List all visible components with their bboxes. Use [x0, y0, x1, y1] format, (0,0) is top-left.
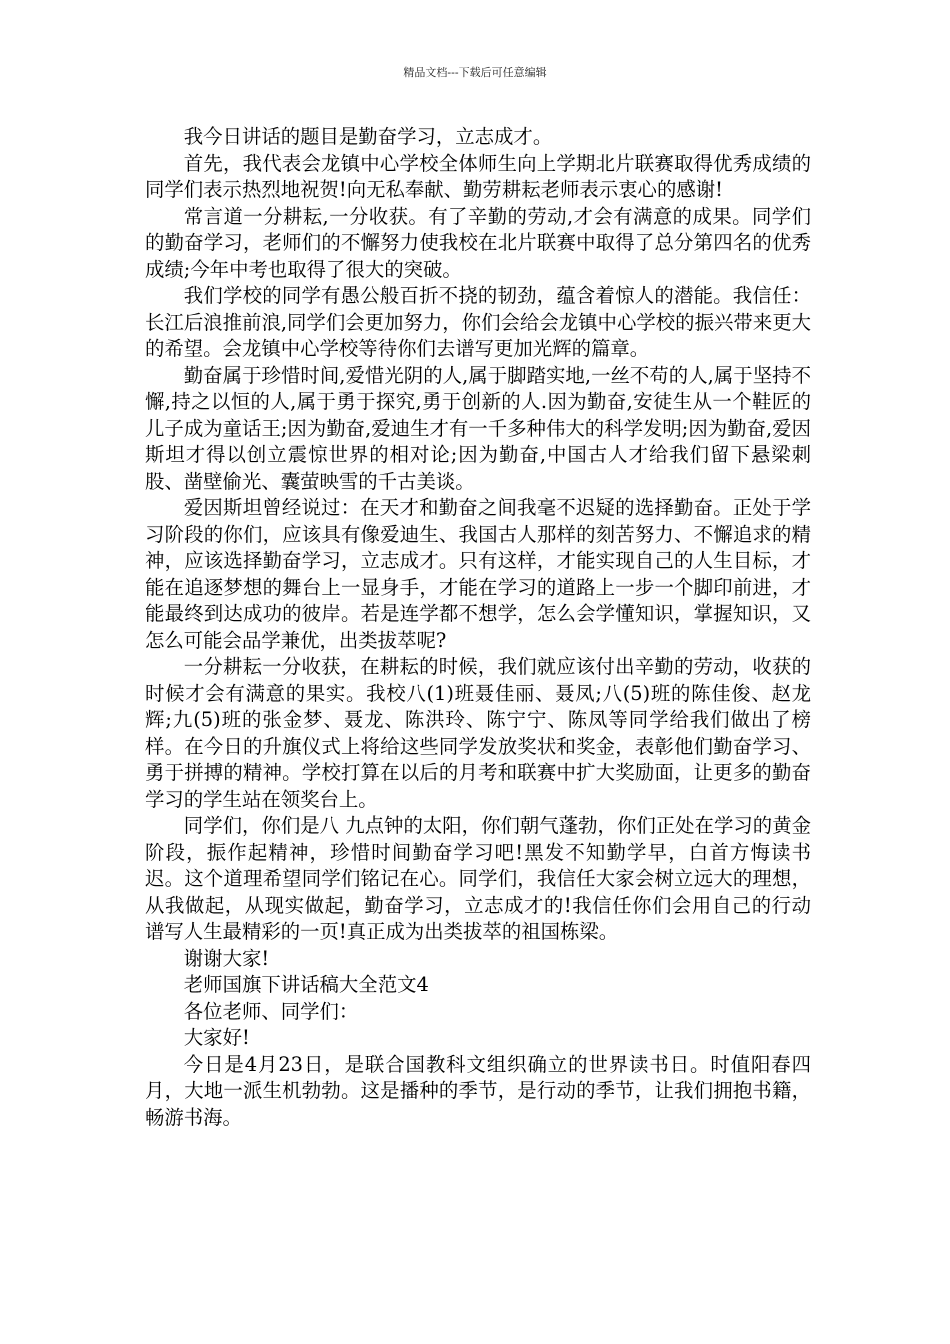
- paragraph-section-title: 老师国旗下讲话稿大全范文4: [183, 973, 429, 996]
- paragraph-role-models: 一分耕耘一分收获，在耕耘的时候，我们就应该付出辛勤的劳动，收获的时候才会有满意的果实。我校八(1)班聂佳丽、聂凤;八(5)班的陈佳俊、赵龙辉;九(5)班的张金梦、聂龙、陈洪玲、陈宁宁、陈凤等同学给我们做出了榜样。在今日的升旗仪式上将给这些同学发放奖状和奖金，表彰他们勤奋学习、勇于拼搏的精神。学校打算在以后的月考和联赛中扩大奖励面，让更多的勤奋学习的学生站在领奖台上。: [145, 655, 811, 811]
- paragraph-congratulations: 首先，我代表会龙镇中心学校全体师生向上学期北片联赛取得优秀成绩的同学们表示热烈地祝贺!向无私奉献、勤劳耕耘老师表示衷心的感谢!: [145, 151, 811, 201]
- paragraph-salutation: 各位老师、同学们：: [183, 999, 359, 1023]
- paragraph-diligence-examples: 勤奋属于珍惜时间,爱惜光阴的人,属于脚踏实地,一丝不苟的人,属于坚持不懈,持之以恒的人,属于勇于探究,勇于创新的人.因为勤奋,安徒生从一个鞋匠的儿子成为童话王;因为勤奋,爱迪生才有一千多种伟大的科学发明;因为勤奋,爱因斯坦才得以创立震惊世界的相对论;因为勤奋,中国古人才给我们留下悬梁刺股、凿壁偷光、囊萤映雪的千古美谈。: [145, 363, 811, 493]
- paragraph-world-book-day: 今日是4月23日，是联合国教科文组织确立的世界读书日。时值阳春四月，大地一派生机勃勃。这是播种的季节，是行动的季节，让我们拥抱书籍，畅游书海。: [145, 1052, 811, 1129]
- paragraph-thanks: 谢谢大家!: [183, 946, 270, 970]
- paragraph-greeting: 大家好!: [183, 1026, 250, 1049]
- paragraph-potential: 我们学校的同学有愚公般百折不挠的韧劲，蕴含着惊人的潜能。我信任：长江后浪推前浪,同学们会更加努力，你们会给会龙镇中心学校的振兴带来更大的希望。会龙镇中心学校等待你们去谱写更加光辉的篇章。: [145, 284, 811, 360]
- paragraph-closing-exhortation: 同学们，你们是八 九点钟的太阳，你们朝气蓬勃，你们正处在学习的黄金阶段，振作起精神，珍惜时间勤奋学习吧!黑发不知勤学早，白首方悔读书迟。这个道理希望同学们铭记在心。同学们，我信任大家会树立远大的理想，从我做起，从现实做起，勤奋学习，立志成才的!我信任你们会用自己的行动谱写人生最精彩的一页!真正成为出类拔萃的祖国栋梁。: [145, 814, 811, 943]
- paragraph-title-line: 我今日讲话的题目是勤奋学习，立志成才。: [183, 125, 553, 148]
- paragraph-einstein-quote: 爱因斯坦曾经说过：在天才和勤奋之间我毫不迟疑的选择勤奋。正处于学习阶段的你们，应该具有像爱迪生、我国古人那样的刻苦努力、不懈追求的精神，应该选择勤奋学习，立志成才。只有这样，才能实现自己的人生目标，才能在追逐梦想的舞台上一显身手，才能在学习的道路上一步一个脚印前进，才能最终到达成功的彼岸。若是连学都不想学，怎么会学懂知识，掌握知识，又怎么可能会品学兼优，出类拔萃呢?: [145, 496, 811, 652]
- document-body: [145, 124, 811, 1131]
- page-header: 精品文档---下载后可任意编辑: [403, 66, 547, 79]
- paragraph-hard-work: 常言道一分耕耘,一分收获。有了辛勤的劳动,才会有满意的成果。同学们的勤奋学习，老师们的不懈努力使我校在北片联赛中取得了总分第四名的优秀成绩;今年中考也取得了很大的突破。: [145, 204, 811, 281]
